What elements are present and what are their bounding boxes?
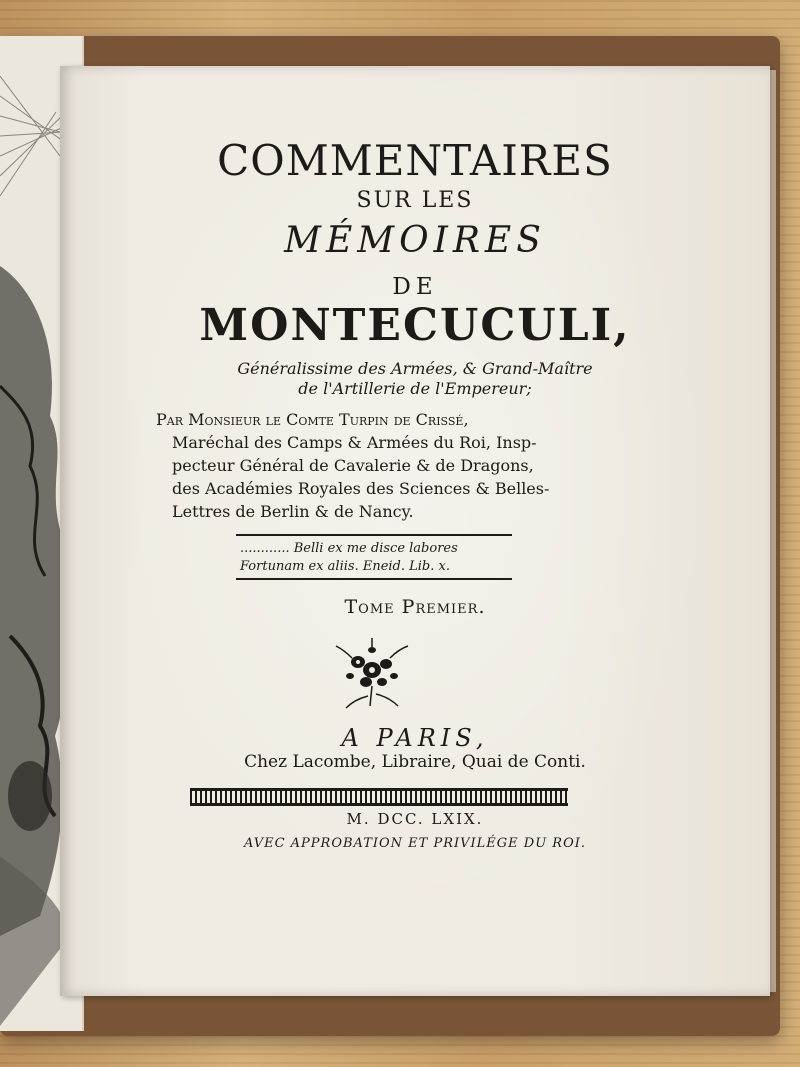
motto — [240, 540, 590, 576]
subtitle-line-1: Généralissime des Armées, & Grand-Maître — [237, 359, 593, 378]
title-memoires: MÉMOIRES — [284, 220, 546, 261]
author-line-2: Maréchal des Camps & Armées du Roi, Insp- — [172, 433, 537, 452]
subtitle-line-2: de l'Artillerie de l'Empereur; — [298, 379, 532, 398]
floral-ornament-icon — [332, 636, 412, 710]
volume-label: Tome Premier. — [344, 596, 486, 618]
title-page — [60, 66, 770, 996]
author-block — [156, 408, 676, 523]
place-paris: A PARIS, — [341, 724, 489, 752]
author-line-3: pecteur Général de Cavalerie & de Dragons, — [172, 456, 534, 475]
motto-top-rule — [236, 534, 512, 536]
ornamental-double-rule — [190, 788, 568, 806]
publication-year: M. DCC. LXIX. — [346, 810, 484, 828]
author-line-1: Par Monsieur le Comte Turpin de Crissé, — [156, 410, 469, 429]
motto-line-1: ............ Belli ex me disce labores — [240, 541, 458, 556]
publisher-line: Chez Lacombe, Libraire, Quai de Conti. — [244, 752, 586, 772]
motto-bottom-rule — [236, 578, 512, 580]
author-line-4: des Académies Royales des Sciences & Belles- — [172, 479, 550, 498]
title-montecuculi: MONTECUCULI, — [199, 300, 631, 351]
title-de: DE — [392, 274, 438, 300]
author-line-5: Lettres de Berlin & de Nancy. — [172, 502, 414, 521]
motto-line-2: Fortunam ex aliis. Eneid. Lib. x. — [240, 559, 450, 574]
title-sur-les: SUR LES — [356, 188, 474, 213]
title-commentaires: COMMENTAIRES — [217, 136, 613, 185]
privilege-line: AVEC APPROBATION ET PRIVILÉGE DU ROI. — [243, 836, 587, 851]
